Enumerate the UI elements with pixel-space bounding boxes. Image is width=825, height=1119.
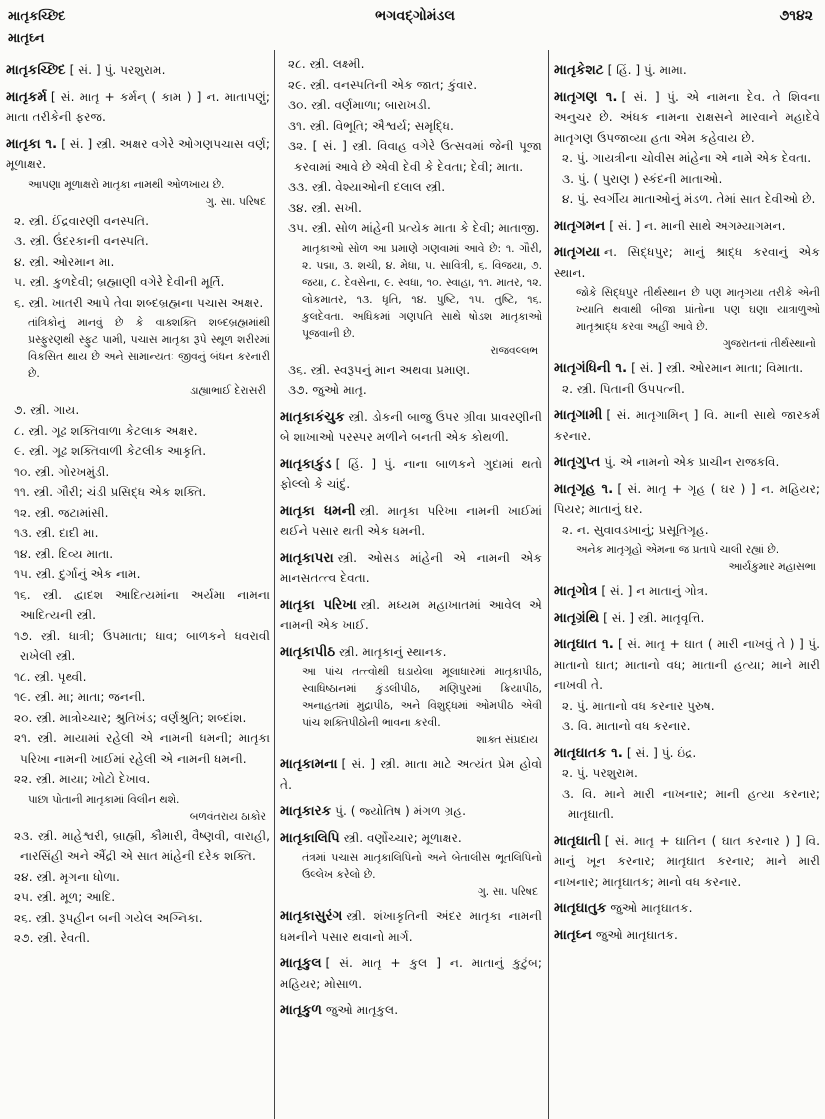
dictionary-entry [280,407,542,448]
sense-line: ૧૮. સ્ત્રી. પૃથ્વી. [14,669,87,684]
definition: [ સં. ] ન. માની સાથે અગમ્યાગમન. [609,218,786,233]
dictionary-entry [554,87,820,149]
citation-quote [554,541,820,575]
sense-line: ૩. વિ. માને મારી નાખનાર; માની હત્યા કરનાર; માતૃઘાતી. [562,786,820,821]
definition: [ સં. માતૃગામિન્ ] વિ. માની સાથે જારકર્મ કરનાર. [554,408,820,443]
quote-text: અનેક માતૃગૃહો એમના જ પ્રતાપે ચાલી રહ્યાં છે. [576,543,780,556]
definition: ન. સિદ્ધપુર; માનું શ્રાદ્ધ કરવાનું એક સ્થાન. [554,245,820,280]
definition: [ સં. ] ન માતાનું ગોત્ર. [601,584,709,598]
sense-line: ૧૩. સ્ત્રી. દાદી મા. [14,526,99,540]
definition: [ સં. ] સ્ત્રી. માતૃવૃત્તિ. [603,610,705,625]
headword: માતૃગુપ્ત [554,454,601,470]
sense-line: ૩૩. સ્ત્રી. વેશ્યાઓની દલાલ સ્ત્રી. [288,180,446,194]
book-title: ભગવદ્ગોમંડલ [375,8,455,24]
sense-line: ૮. સ્ત્રી. ગૂઢ શક્તિવાળા કેટલાક અક્ષર. [14,423,198,438]
sense-line: ૧૦. સ્ત્રી. ગોરખમુંડી. [14,464,110,479]
sense-line: ૨. પું. પરશુરામ. [562,766,638,780]
quote-text: માતૃકાઓ સોળ આ પ્રમાણે ગણવામાં આવે છે: ૧. ગૌરી, ૨. પદ્મા, ૩. શચી, ૪. મેધા, ૫. સાવિત્રી, ૬. વિજયા, ૭. જયા, ૮. દેવસેના, ૯. સ્વધા, ૧૦. સ્વાહા, ૧૧. માતર, ૧૨. લોકમાતર, ૧૩. ધૃતિ, ૧૪. પુષ્ટિ, ૧૫. તુષ્ટિ, ૧૬. કુલદેવતા. અધિકમાં ગણપતિ સાથે ષોડશ માતૃકાઓ પૂજવાની છે. [302,241,542,340]
definition: [ સં. માતૃ + ઘાત ( મારી નાખવું તે ) ] પું. માતાનો ઘાત; માતાનો વધ; માતાની હત્યા; માને મારી નાખવી તે. [554,637,820,692]
dictionary-entry [280,953,542,994]
dictionary-entry [280,1000,542,1021]
citation-quote [280,240,542,359]
dictionary-entry [280,454,542,495]
quote-source: શાક્ત સંપ્રદાય [476,733,538,746]
headword: માતૃગયા [554,244,601,260]
dictionary-entry [554,60,820,81]
headword: માતૃઘાત ૧. [554,636,614,652]
headword: માતૃકુલ [280,955,322,971]
definition: સ્ત્રી. ઓસડ માંહેની એ નામની એક માનસતત્ત્વ દેવતા. [280,550,542,585]
headword: માતૃકા ધમની [280,502,356,519]
definition: [ સં. ] પું. એ નામના દેવ. તે શિવના અનુચર છે. અંધક નામના રાક્ષસને મારવાને મહાદેવે માતૃગણ ઉપજાવ્યા હતા એમ કહેવાય છે. [554,89,820,145]
dictionary-entry [554,242,820,283]
quote-text: પાછા પોતાની માતૃકામાં વિલીન થશે. [28,792,180,806]
dictionary-entry [6,60,270,81]
headword: માતૃકાલિપિ [280,829,340,846]
headword: માતૃગમન [554,217,606,234]
dictionary-entry [6,134,270,175]
sense-line: ૨૧. સ્ત્રી. માયામાં રહેલી એ નામની ધમની; માતૃકા પરિખા નામની ખાઈમાં રહેલી એ નામની ધમની. [14,731,270,766]
sense-line: ૪. પું. સ્વર્ગીય માતાઓનું મંડળ. તેમાં સાત દેવીઓ છે. [562,192,816,206]
sense-line: ૩૧. સ્ત્રી. વિભૂતિ; ઐશ્વર્ય; સમૃદ્ધિ. [288,118,454,133]
definition: [ સં. માતૃ + ઘાતિન ( ઘાત કરનાર ) ] વિ. માનું ખૂન કરનાર; માતૃઘાત કરનાર; માને મારી નાખનાર; માતૃઘાતક; માનો વધ કરનાર. [554,833,820,889]
headword: માતૃઘાતી [554,832,601,849]
headword: માતૃકારક [280,803,332,819]
headword: માતૃકાકંચુક [280,408,345,425]
headword: માતૃગોત્ર [554,583,598,599]
page-number: ૭૧૪૨ [779,8,813,24]
citation-quote [280,663,542,748]
citation-quote [6,314,270,399]
dictionary-entry [554,479,820,520]
definition: સ્ત્રી. માતૃકાનું સ્થાનક. [339,644,447,659]
dictionary-entry [554,452,820,473]
headword: માતૃકર્મ [6,88,47,105]
sense-line: ૧૪. સ્ત્રી. દિવ્ય માતા. [14,546,114,561]
sense-line: ૨. ન. સુવાવડખાનું; પ્રસૂતિગૃહ. [562,522,709,537]
definition: [ સં. ] સ્ત્રી. ઓરમાન માતા; વિમાતા. [631,361,804,375]
headword: માતૃકા ૧. [6,135,58,152]
definition: [ સં. ] પું. પરશુરામ. [69,63,166,77]
definition: સ્ત્રી. વર્ણોચ્ચાર; મૂળાક્ષર. [343,830,462,845]
dictionary-entry [280,828,542,849]
column-divider [274,50,275,1119]
definition: સ્ત્રી. શંખાકૃતિની અંદર માતૃકા નામની ધમનીને પસાર થવાનો માર્ગ. [280,909,542,944]
definition: [ સં. માતૃ + કુલ ] ન. માતાનું કુટુંબ; મહિયર; મોસાળ. [280,956,542,991]
dictionary-entry [280,548,542,589]
quote-text: તંત્રમાં પચાસ માતૃકાલિપિનો અને બેતાલીસ ભૂતલિપિનો ઉલ્લેખ કરેલો છે. [302,851,542,881]
sense-line: ૧૭. સ્ત્રી. ધાત્રી; ઉપમાતા; ધાવ; બાળકને ધવરાવી રાખેલી સ્ત્રી. [14,628,270,663]
sense-line: ૬. સ્ત્રી. ખાતરી આપે તેવા શબ્દબ્રહ્મના પચાસ અક્ષર. [14,295,264,310]
definition: પું. એ નામનો એક પ્રાચીન રાજકવિ. [604,455,780,469]
headword: માતૃગૃહ ૧. [554,480,614,497]
sense-line: ૨૭. સ્ત્રી. રેવતી. [14,931,90,945]
column-2 [280,54,542,1119]
dictionary-entry [554,898,820,919]
headword: માતૃકામના [280,756,338,772]
headword: માતૃકાકુંડ [280,455,332,472]
headword: માતૃઘાતુક [554,900,607,916]
dictionary-entry [554,831,820,893]
headword: માતૃકચ્છિદ [6,62,66,78]
sense-line: ૨. સ્ત્રી. પિતાની ઉપપત્ની. [562,381,685,396]
quote-source: ગુ. સા. પરિષદ [477,885,538,898]
sense-line: ૨૬. સ્ત્રી. રૂપહીન બની ગયેલ અગ્નિકા. [14,910,203,925]
quote-source: ડાહ્યાભાઈ દેરાસરી [189,384,266,397]
headword: માતૃકાપીઠ [280,643,336,660]
sense-line: ૩૬. સ્ત્રી. સ્વરૂપનું માન અથવા પ્રમાણ. [288,362,471,377]
headword: માતૃગણ ૧. [554,88,618,105]
quote-source: ગુજરાતનાં તીર્થસ્થાનો [722,337,816,350]
sense-line: ૩. સ્ત્રી. ઉંદરકાની વનસ્પતિ. [14,234,149,248]
sense-line: ૫. સ્ત્રી. કુળદેવી; બ્રહ્માણી વગેરે દેવીની મૂર્તિ. [14,275,225,289]
sense-line: ૧૬. સ્ત્રી. દ્વાદશ આદિત્યમાંના અર્યમા નામના આદિત્યની સ્ત્રી. [14,587,270,622]
headword: માતૃકા પરિખા [280,596,357,613]
headword: માતૃગંધિની ૧. [554,360,628,376]
sense-line: ૨૫. સ્ત્રી. મૂળ; આદિ. [14,890,116,904]
sense-line: ૩૪. સ્ત્રી. સખી. [288,200,362,215]
headword: માતૃગ્રંથિ [554,609,600,626]
quote-text: જોકે સિદ્ધપુર તીર્થસ્થાન છે પણ માતૃગયા તરીકે એની ખ્યાતિ થવાથી બીજા પ્રાંતોના પણ ઘણા યાત્રાળુઓ માતૃશ્રાદ્ધ કરવા અહીં આવે છે. [576,286,820,333]
dictionary-entry [280,642,542,663]
dictionary-entry [280,801,542,822]
dictionary-entry [280,754,542,795]
definition: પું. ( જ્યોતિષ ) મંગળ ગ્રહ. [335,804,466,818]
sense-line: ૩૫. સ્ત્રી. સોળ માંહેની પ્રત્યેક માતા કે દેવી; માતાજી. [288,221,540,235]
dictionary-entry [280,501,542,542]
headword: માતૃકાપરા [280,549,334,566]
definition: [ હિં. ] પું. મામા. [607,63,687,77]
sense-line: ૨. પું. ગાયત્રીના ચોવીસ માંહેના એ નામે એક દેવતા. [562,151,812,165]
definition: સ્ત્રી. ડોકની બાજુ ઉપર ગ્રીવા પ્રાવરણીની બે શાખાઓ પરસ્પર મળીને બનતી એક કોથળી. [280,409,542,444]
headword: માતૃઘ્ન [554,926,592,943]
sense-line: ૩૭. જુઓ માતૃ. [288,383,367,397]
dictionary-entry [280,595,542,636]
running-head-left [8,6,65,50]
quote-source: આર્યકુમાર મહાસભા [728,560,816,573]
sense-line: ૧૫. સ્ત્રી. દુર્ગાનું એક નામ. [14,567,141,581]
quote-source: રાજવલ્લભ [490,343,538,357]
dictionary-entry [554,608,820,629]
citation-quote [554,284,820,352]
sense-line: ૯. સ્ત્રી. ગૂઢ શક્તિવાળી કેટલીક આકૃતિ. [14,444,207,458]
dictionary-entry [554,216,820,237]
sense-line: ૨૯. સ્ત્રી. વનસ્પતિની એક જાત; કુંવાર. [288,77,478,92]
sense-line: ૨. પું. માતાનો વધ કરનાર પુરુષ. [562,698,715,713]
dictionary-entry [554,634,820,696]
sense-line: ૨૩. સ્ત્રી. માહેશ્વરી, બ્રાહ્મી, કૌમારી, વૈષ્ણવી, વારાહી, નારસિંહી અને ઐંદ્રી એ સાત માંહેની દરેક શક્તિ. [14,828,270,863]
definition: [ સં. ] સ્ત્રી. માતા માટે અત્યંત પ્રેમ હોવો તે. [280,757,542,792]
sense-line: ૧૨. સ્ત્રી. જટામાંસી. [14,505,109,520]
headword: માતૃઘાતક ૧. [554,744,623,761]
quote-source: બળવંતરાય ઠાકોર [189,809,266,823]
sense-line: ૩. પું. ( પુરાણ ) સ્કંદની માતાઓ. [562,171,723,186]
sense-line: ૭. સ્ત્રી. ગાય. [14,403,80,417]
sense-line: ૩૨. [ સં. ] સ્ત્રી. વિવાહ વગેરે ઉત્સવમાં જેની પૂજા કરવામાં આવે છે એવી દેવી કે દેવતા; દેવી; માતા. [288,139,542,174]
dictionary-entry [554,581,820,602]
definition: [ હિં. ] પું. નાના બાળકને ગુદામાં થતો ફોલ્લો કે ચાંદું. [280,456,542,491]
quote-text: તાંત્રિકોનું માનવું છે કે વાક્શક્તિ શબ્દબ્રહ્મમાંથી પ્રસ્ફુરણથી સ્ફુટ પામી, પચાસ માતૃકા રૂપે સ્થૂળ શરીરમાં વિકસિત થાય છે અને સામાન્યતઃ જીવનું બંધન કરનારી છે. [28,316,270,380]
definition: જુઓ માતૃકુલ. [325,1003,399,1017]
sense-line: ૨૨. સ્ત્રી. માયા; ખોટો દેખાવ. [14,772,151,786]
definition: જુઓ માતૃઘાતક. [610,901,693,915]
headword: માતૃકુળ [280,1002,322,1018]
dictionary-entry [554,358,820,379]
headword: માતૃગામી [554,407,603,423]
last-headword: માતૃઘ્ન [8,31,45,46]
citation-quote [280,849,542,900]
sense-line: ૨૦. સ્ત્રી. માત્રોચ્ચાર; શ્રુતિખંડ; વર્ણશ્રુતિ; શબ્દાંશ. [14,710,247,725]
sense-line: ૨૮. સ્ત્રી. લક્ષ્મી. [288,57,365,71]
sense-line: ૩. વિ. માતાનો વધ કરનાર. [562,719,691,733]
dictionary-entry [6,87,270,128]
definition: [ સં. માતૃ + ગૃહ ( ઘર ) ] ન. મહિયર; પિયર; માતાનું ઘર. [554,481,820,516]
definition: [ સં. ] સ્ત્રી. અક્ષર વગેરે ઓગણપચાસ વર્ણ; મૂળાક્ષર. [6,136,270,171]
sense-line: ૨. સ્ત્રી. ઈંદ્રવારણી વનસ્પતિ. [14,213,149,228]
sense-line: ૩૦. સ્ત્રી. વર્ણમાળા; બારાખડી. [288,98,431,112]
headword: માતૃકેશટ [554,62,604,78]
headword: માતૃકાસુરંગ [280,908,343,924]
definition: [ સં. માતૃ + કર્મન્ ( કામ ) ] ન. માતાપણું; માતા તરીકેની ફરજ. [6,89,270,124]
dictionary-entry [554,925,820,946]
quote-source: ગુ. સા. પરિષદ [205,194,266,208]
column-3 [554,54,820,1119]
citation-quote [6,791,270,825]
column-divider [548,50,549,1119]
sense-line: ૨૪. સ્ત્રી. મૃગના ધોળા. [14,869,120,884]
sense-line: ૧૧. સ્ત્રી. ગૌરી; ચંડી પ્રસિદ્ધ એક શક્તિ. [14,485,207,499]
dictionary-entry [280,906,542,947]
sense-line: ૪. સ્ત્રી. ઓરમાન મા. [14,254,115,269]
definition: સ્ત્રી. મધ્યમ મહાખાતમાં આવેલ એ નામની એક ખાઈ. [280,597,542,632]
definition: જુઓ માતૃઘાતક. [595,927,678,942]
dictionary-entry [554,405,820,446]
definition: સ્ત્રી. માતૃકા પરિખા નામની ખાઈમાં થઈને પસાર થતી એક ધમની. [280,503,542,538]
column-1 [6,54,270,1119]
quote-text: આપણા મૂળાક્ષરો માતૃકા નામથી ઓળખાય છે. [28,177,225,191]
dictionary-entry [554,743,820,764]
quote-text: આ પાંચ તત્ત્વોથી ઘડાયેલા મૂલાધારમાં માતૃકાપીઠ, સ્વાધિષ્ઠાનમાં કુંડલીપીઠ, મણિપુરમાં ક્રિયાપીઠ, અનાહતમાં મુદ્રાપીઠ, અને વિશુદ્ધમાં ઓમપીઠ એવી પાંચ શક્તિપીઠોની ભાવના કરવી. [302,665,542,729]
sense-line: ૧૯. સ્ત્રી. મા; માતા; જનની. [14,690,146,704]
first-headword: માતૃકચ્છિદ [8,9,66,24]
definition: [ સં. ] પું. ઇંદ્ર. [626,745,697,760]
citation-quote [6,176,270,210]
